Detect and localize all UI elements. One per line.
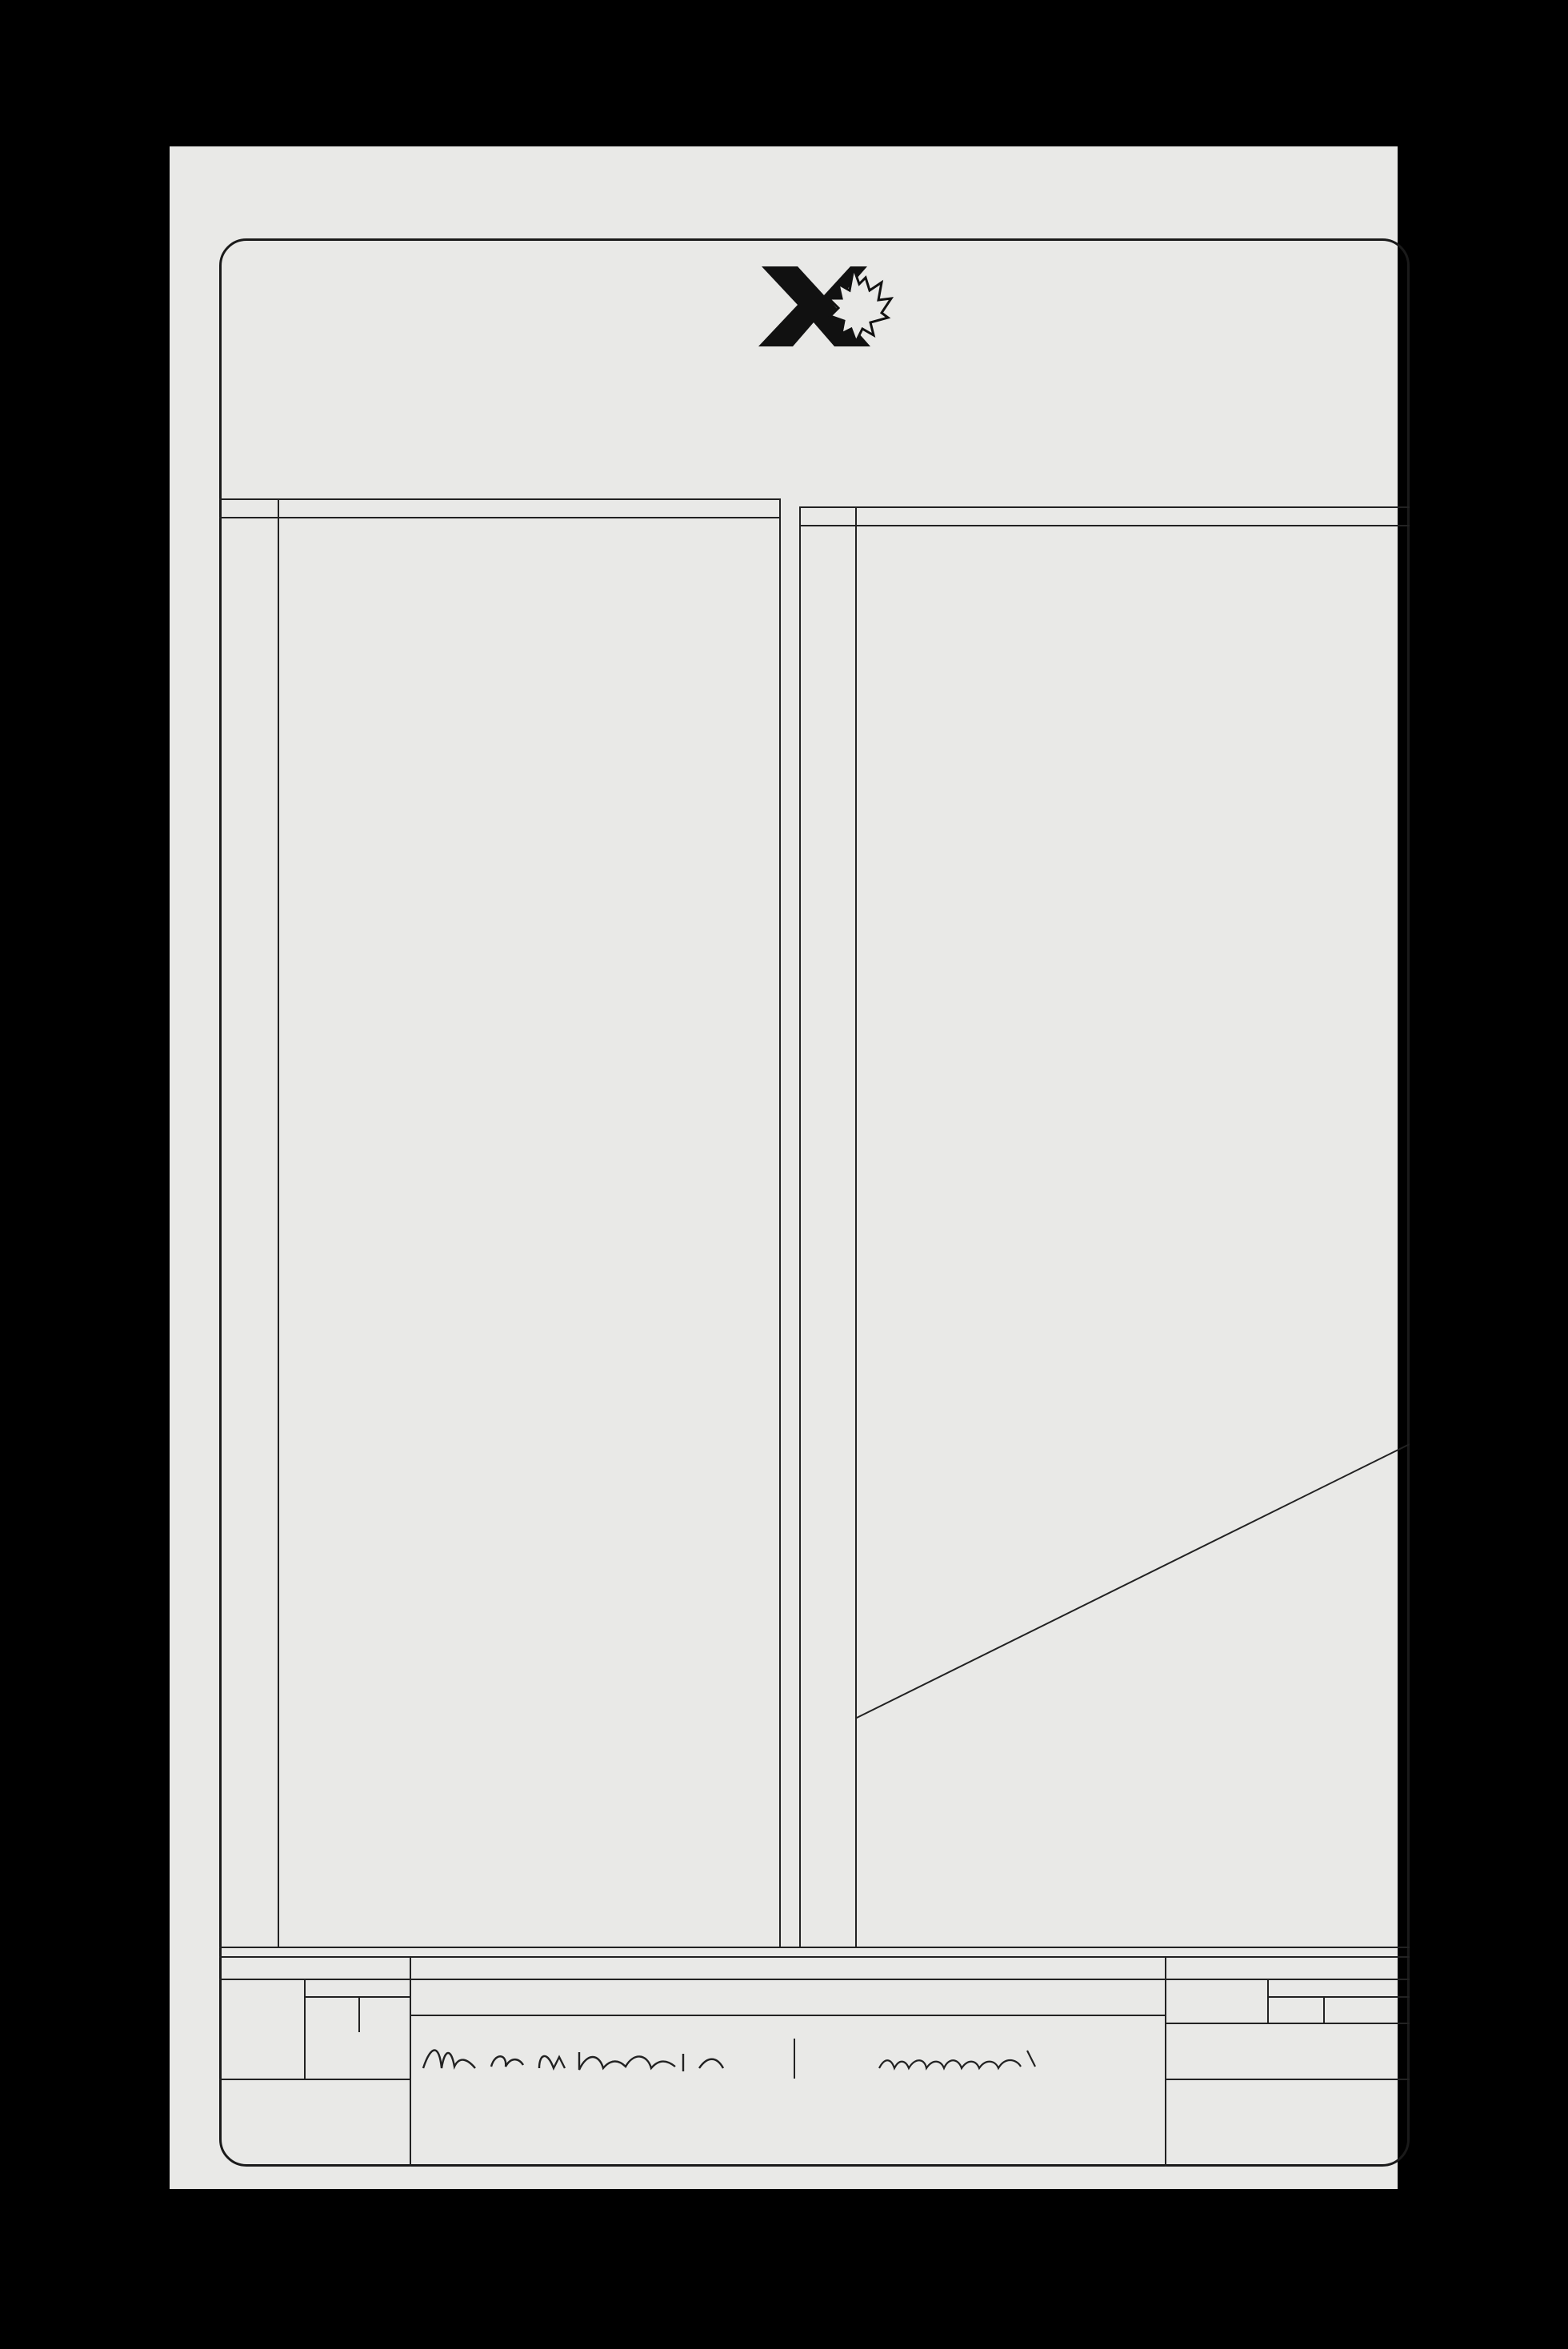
polling-label-line (219, 2079, 410, 2080)
footer-rule-rural (410, 1956, 411, 2167)
left-number-rule (278, 498, 279, 1947)
right-number-rule (855, 506, 857, 1947)
page-box-rule (358, 1996, 360, 2032)
center-rule-left (779, 498, 781, 1947)
form-frame (219, 238, 1410, 2167)
enumerator-signature-2 (875, 2043, 1067, 2079)
district-bottom-line (410, 2015, 1165, 2016)
table-header-line-left (219, 498, 779, 500)
center-rule-right (799, 506, 801, 1947)
urban-no-rule (1267, 1979, 1269, 2023)
elections-canada-logo (754, 266, 906, 378)
x-maple-leaf-icon (754, 266, 906, 346)
urban-page-rule (1323, 1996, 1325, 2023)
footer-top-line (219, 1947, 1410, 1948)
enumerator-signature-1 (419, 2036, 771, 2084)
footer-rule-urban (1165, 1956, 1166, 2167)
table-subheader-line-right (799, 525, 1410, 526)
table-subheader-line-left (219, 517, 781, 518)
table-header-line-right (799, 506, 1410, 508)
urban-label-line (1165, 2079, 1410, 2080)
polling-no-rule (304, 1979, 306, 2079)
page-box-line (304, 1996, 410, 1998)
signature-divider (794, 2039, 795, 2079)
urban-line (1165, 1979, 1410, 1980)
closing-diagonal-line (855, 1443, 1410, 1723)
urban-page-line (1267, 1996, 1410, 1998)
footer-top-line-2 (219, 1956, 1410, 1958)
electors-list-sheet (170, 146, 1398, 2189)
urban-page-bottom (1165, 2023, 1410, 2024)
